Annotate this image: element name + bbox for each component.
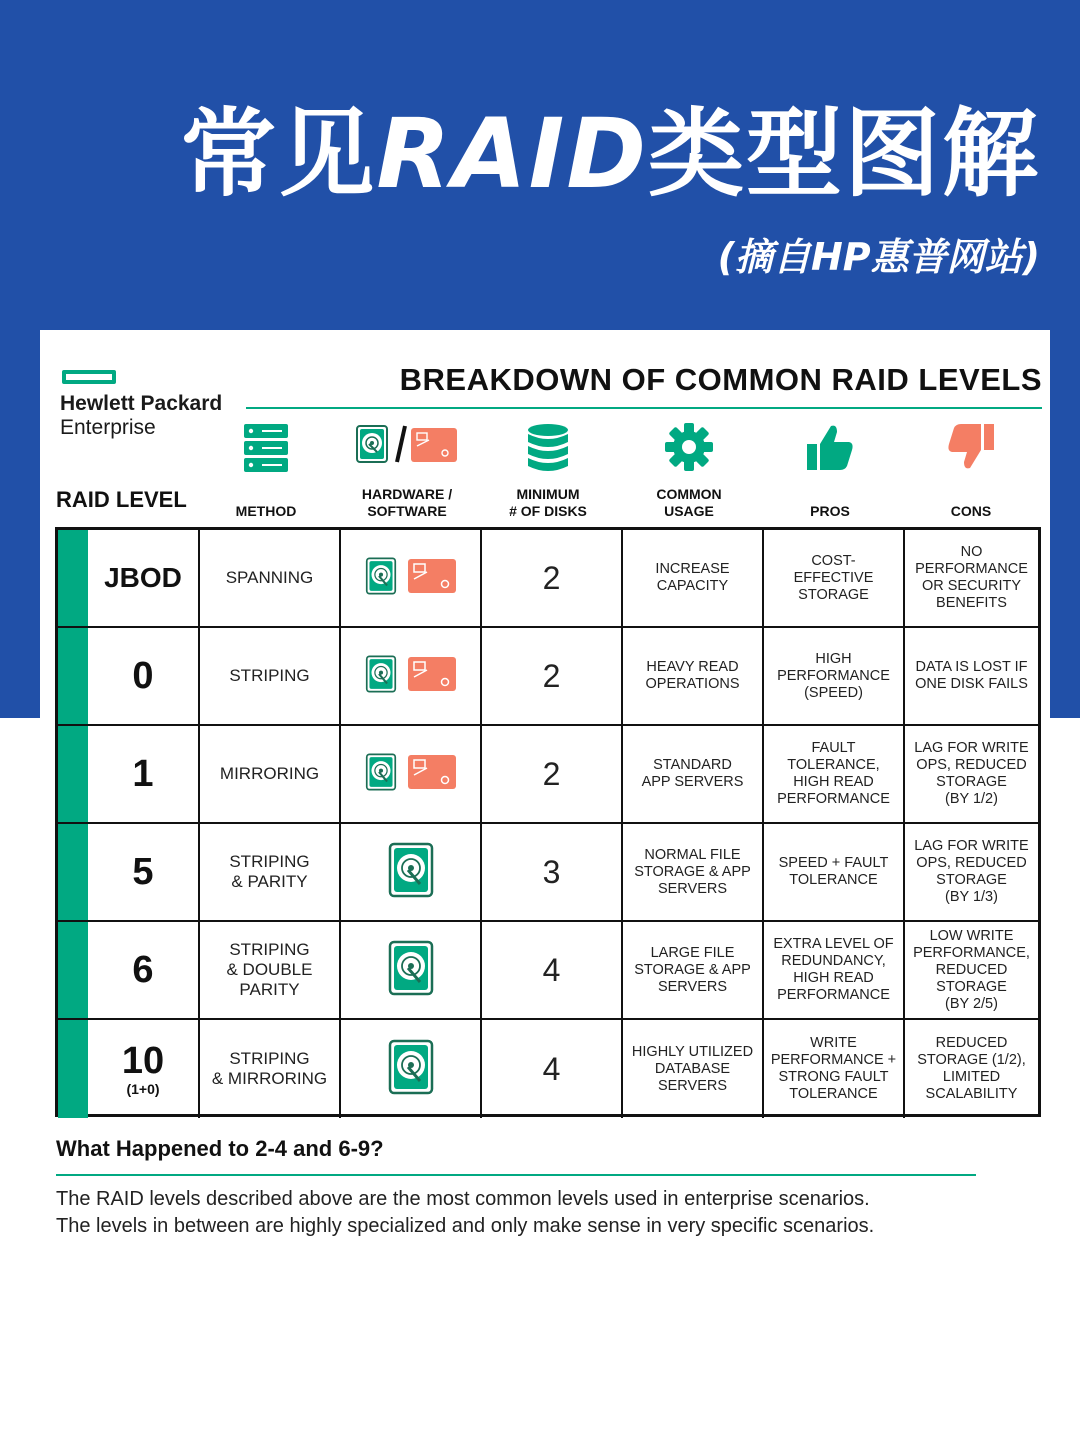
cell-line: SPANNING — [225, 568, 314, 587]
cell-line: LOW WRITE — [929, 927, 1014, 944]
cell-line: DATA IS LOST IF — [915, 659, 1028, 675]
cell-raid-level — [88, 1020, 198, 1118]
cell-pros — [762, 530, 903, 626]
cell-line: BENEFITS — [936, 595, 1007, 611]
cell-line: LARGE FILE — [650, 944, 735, 961]
cell-line: HIGHLY UTILIZED — [631, 1043, 754, 1060]
cell-line: PERFORMANCE — [915, 561, 1028, 577]
header-line: # OF DISKS — [509, 503, 587, 519]
cell-line: TOLERANCE — [789, 872, 878, 888]
ssd-icon — [407, 754, 457, 795]
cell-line: COST- — [811, 552, 856, 569]
header-line: MINIMUM — [516, 486, 580, 502]
gear-icon — [619, 422, 759, 478]
cell-cons — [903, 922, 1038, 1018]
cell-method — [198, 726, 339, 822]
cell-line: & DOUBLE — [226, 960, 313, 979]
header-cons-label — [901, 503, 1041, 520]
cell-pros — [762, 824, 903, 920]
header-raid-level: RAID LEVEL — [56, 487, 187, 512]
cell-line: (BY 1/2) — [945, 791, 998, 807]
header-pros — [760, 412, 900, 520]
table-row — [58, 824, 1038, 922]
cell-cons — [903, 1020, 1038, 1118]
cell-usage — [621, 530, 762, 626]
cell-line: SERVERS — [657, 978, 728, 995]
row-accent-stripe — [58, 628, 88, 724]
cell-line: NORMAL FILE — [644, 846, 741, 863]
raid-card — [40, 330, 1050, 1440]
cell-line: STANDARD — [653, 757, 732, 773]
cell-hardware — [339, 726, 480, 822]
cell-line: STRIPING — [229, 852, 310, 871]
cell-line: STRONG FAULT — [778, 1069, 889, 1085]
title-divider — [246, 407, 1042, 409]
cell-method — [198, 628, 339, 724]
cell-line: SERVERS — [657, 880, 728, 897]
cell-line: OPS, REDUCED — [916, 757, 1027, 773]
header-line: CONS — [950, 503, 992, 519]
cell-line: CAPACITY — [656, 578, 729, 594]
ssd-icon — [407, 656, 457, 697]
cell-min-disks: 4 — [480, 922, 621, 1018]
cell-raid-level — [88, 628, 198, 724]
row-accent-stripe — [58, 824, 88, 920]
cell-method — [198, 1020, 339, 1118]
cell-line: (SPEED) — [804, 684, 863, 701]
cell-line: INCREASE — [655, 561, 730, 577]
cell-hardware — [339, 922, 480, 1018]
logo-line-1: Hewlett Packard — [60, 392, 223, 415]
hdd-icon — [388, 940, 434, 1001]
cell-line: LAG FOR WRITE — [914, 838, 1029, 854]
cell-line: SCALABILITY — [925, 1086, 1018, 1102]
banner-title — [180, 78, 1040, 215]
header-line: METHOD — [235, 503, 297, 519]
header-hardware — [337, 412, 477, 520]
cell-raid-level — [88, 922, 198, 1018]
cell-line: STORAGE — [936, 978, 1007, 995]
cell-line: HIGH READ — [793, 774, 874, 790]
header-line: COMMON — [656, 486, 722, 502]
row-accent-stripe — [58, 922, 88, 1018]
table-row — [58, 726, 1038, 824]
raid-level-value: 0 — [132, 655, 154, 697]
hdd-icon — [365, 655, 397, 698]
cell-line: WRITE — [810, 1035, 857, 1051]
server-rack-icon — [196, 422, 336, 478]
cell-hardware — [339, 824, 480, 920]
cell-line: & PARITY — [231, 872, 308, 891]
cell-cons — [903, 726, 1038, 822]
cell-line: FAULT — [811, 740, 856, 756]
banner-title-latin: RAID — [376, 98, 648, 210]
cell-line: APP SERVERS — [641, 774, 744, 790]
footer-text — [56, 1186, 874, 1240]
cell-min-disks: 4 — [480, 1020, 621, 1118]
raid-level-value: 5 — [132, 851, 154, 893]
cell-line: SERVERS — [657, 1077, 728, 1094]
database-stack-icon — [478, 422, 618, 478]
table-row — [58, 628, 1038, 726]
cell-line: PERFORMANCE + — [770, 1052, 897, 1068]
footer-line: The RAID levels described above are the most common levels used in enterprise scenarios. — [56, 1188, 870, 1210]
cell-line: STORAGE & APP — [634, 961, 751, 978]
hdd-and-ssd-icon — [337, 422, 477, 478]
cell-pros — [762, 1020, 903, 1118]
hdd-icon — [388, 842, 434, 903]
cell-min-disks: 2 — [480, 726, 621, 822]
cell-line: REDUCED — [935, 961, 1008, 978]
row-accent-stripe — [58, 530, 88, 626]
cell-min-disks: 3 — [480, 824, 621, 920]
raid-level-value: JBOD — [104, 562, 182, 593]
header-hardware-label — [337, 486, 477, 520]
cell-line: TOLERANCE, — [787, 757, 880, 773]
cell-line: ONE DISK FAILS — [915, 676, 1028, 692]
cell-line: OPS, REDUCED — [916, 855, 1027, 871]
cell-hardware — [339, 628, 480, 724]
cell-line: STRIPING — [229, 1049, 310, 1068]
header-cons — [901, 412, 1041, 520]
cell-method — [198, 530, 339, 626]
header-line: SOFTWARE — [367, 503, 447, 519]
cell-usage — [621, 1020, 762, 1118]
cell-cons — [903, 824, 1038, 920]
banner-title-suffix: 类型图解 — [648, 98, 1040, 210]
cell-usage — [621, 726, 762, 822]
header-line: PROS — [810, 503, 850, 519]
cell-raid-level — [88, 726, 198, 822]
cell-line: OPERATIONS — [645, 676, 740, 692]
cell-line: & MIRRORING — [211, 1069, 328, 1088]
cell-line: MIRRORING — [219, 764, 320, 783]
cell-hardware — [339, 530, 480, 626]
cell-min-disks: 2 — [480, 628, 621, 724]
raid-level-value: 6 — [132, 949, 154, 991]
header-usage-label — [619, 486, 759, 520]
cell-line: PERFORMANCE, — [913, 944, 1030, 961]
cell-method — [198, 922, 339, 1018]
cell-line: STORAGE & APP — [634, 863, 751, 880]
cell-line: (BY 2/5) — [945, 995, 998, 1012]
cell-line: PARITY — [239, 980, 300, 999]
raid-table — [55, 527, 1041, 1117]
cell-line: NO — [960, 544, 983, 560]
cell-line: HIGH — [815, 650, 852, 667]
cell-line: HIGH READ — [793, 970, 874, 986]
thumbs-up-icon — [760, 422, 900, 478]
hdd-icon — [388, 1039, 434, 1100]
cell-line: REDUCED — [935, 1035, 1008, 1051]
cell-raid-level — [88, 530, 198, 626]
cell-line: TOLERANCE — [789, 1086, 878, 1102]
table-row — [58, 922, 1038, 1020]
table-row — [58, 530, 1038, 628]
cell-raid-level — [88, 824, 198, 920]
cell-line: PERFORMANCE — [777, 791, 890, 807]
thumbs-down-icon — [901, 422, 1041, 478]
cell-line: STRIPING — [229, 666, 310, 685]
raid-level-value: 10 — [121, 1040, 165, 1082]
cell-line: OR SECURITY — [921, 578, 1022, 594]
chart-title: BREAKDOWN OF COMMON RAID LEVELS — [399, 362, 1042, 397]
cell-line: STORAGE — [936, 774, 1007, 790]
cell-line: STORAGE — [798, 586, 869, 603]
cell-cons — [903, 530, 1038, 626]
cell-line: SPEED + FAULT — [778, 855, 889, 871]
header-pros-label — [760, 503, 900, 520]
cell-line: LAG FOR WRITE — [914, 740, 1029, 756]
cell-line: HEAVY READ — [646, 659, 739, 675]
ssd-icon — [407, 558, 457, 599]
table-row — [58, 1020, 1038, 1118]
banner-title-prefix: 常见 — [180, 98, 377, 210]
cell-line: STRIPING — [229, 940, 310, 959]
row-accent-stripe — [58, 726, 88, 822]
header-line: USAGE — [664, 503, 714, 519]
cell-usage — [621, 824, 762, 920]
hdd-icon — [365, 753, 397, 796]
cell-usage — [621, 922, 762, 1018]
cell-line: (BY 1/3) — [945, 889, 998, 905]
cell-cons — [903, 628, 1038, 724]
cell-line: LIMITED — [942, 1069, 1001, 1085]
row-accent-stripe — [58, 1020, 88, 1118]
cell-line: REDUNDANCY, — [781, 953, 886, 969]
header-method — [196, 412, 336, 520]
cell-pros — [762, 922, 903, 1018]
footer-divider — [56, 1174, 976, 1176]
banner-subtitle: (摘自HP惠普网站) — [717, 235, 1040, 279]
cell-min-disks: 2 — [480, 530, 621, 626]
cell-pros — [762, 726, 903, 822]
cell-usage — [621, 628, 762, 724]
cell-pros — [762, 628, 903, 724]
header-line: HARDWARE / — [361, 486, 453, 502]
header-method-label — [196, 503, 336, 520]
footer-line: The levels in between are highly specialized and only make sense in very specific scenarios. — [56, 1215, 875, 1237]
hdd-icon — [365, 557, 397, 600]
cell-line: STORAGE — [936, 872, 1007, 888]
header-min-disks — [478, 412, 618, 520]
logo-line-2: Enterprise — [60, 416, 156, 439]
header-usage — [619, 412, 759, 520]
cell-line: DATABASE — [654, 1060, 731, 1077]
cell-method — [198, 824, 339, 920]
raid-level-value: 1 — [132, 753, 154, 795]
cell-line: EXTRA LEVEL OF — [773, 936, 894, 952]
raid-level-sub: (1+0) — [126, 1081, 160, 1097]
cell-line: STORAGE (1/2), — [917, 1052, 1026, 1068]
cell-hardware — [339, 1020, 480, 1118]
footer-heading: What Happened to 2-4 and 6-9? — [56, 1136, 384, 1161]
header-min-disks-label — [478, 486, 618, 520]
cell-line: EFFECTIVE — [793, 569, 874, 586]
cell-line: PERFORMANCE — [777, 987, 890, 1003]
hpe-logo-icon — [62, 370, 116, 384]
cell-line: PERFORMANCE — [777, 667, 890, 684]
